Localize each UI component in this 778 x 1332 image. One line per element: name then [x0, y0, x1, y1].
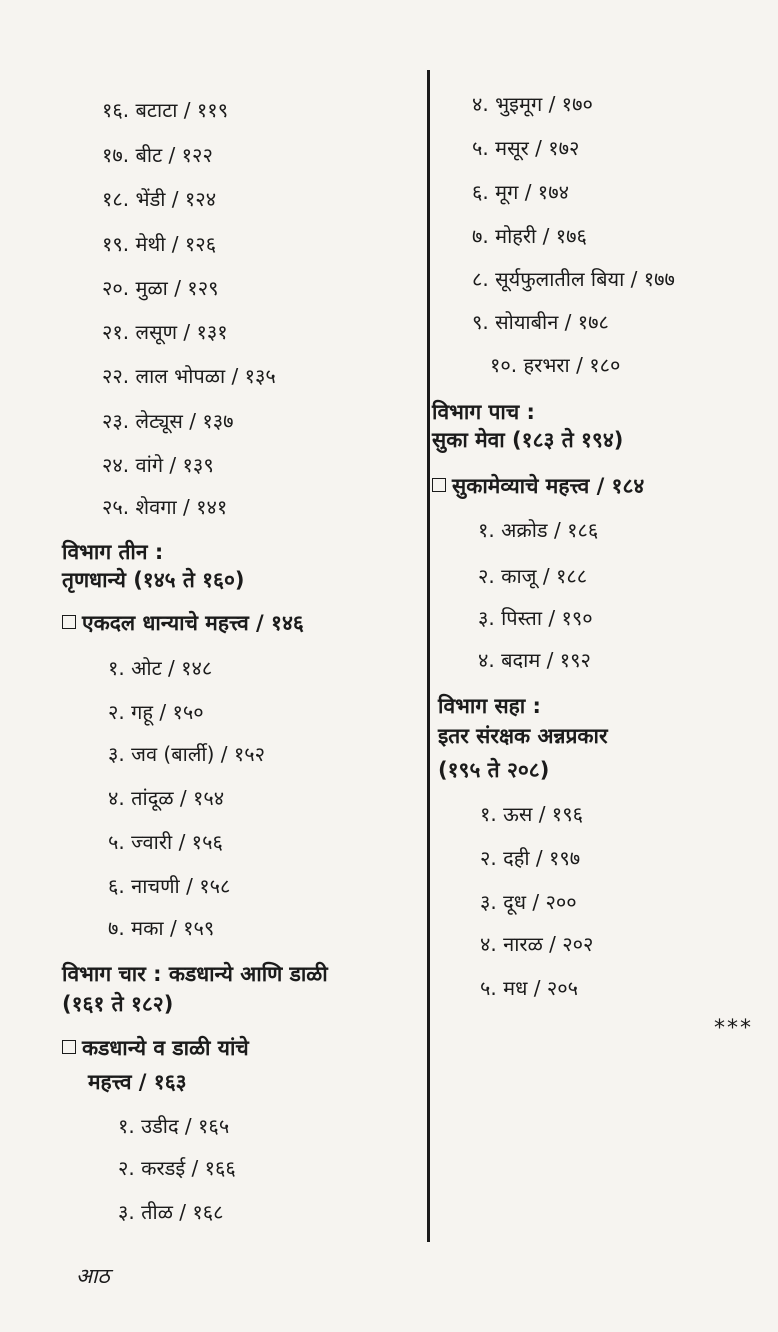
list-item: ३. तीळ / १६८: [118, 1200, 224, 1224]
list-item: २. काजू / १८८: [478, 564, 588, 588]
list-item: ४. तांदूळ / १५४: [108, 786, 225, 810]
section-importance: [432, 474, 644, 498]
list-item: १. ओट / १४८: [108, 656, 213, 680]
list-item: १. अक्रोड / १८६: [478, 518, 599, 542]
list-item: २५. शेवगा / १४१: [102, 495, 228, 519]
list-item: २. गहू / १५०: [108, 700, 204, 724]
section-heading: सुका मेवा (१८३ ते १९४): [432, 428, 624, 452]
list-item: ५. ज्वारी / १५६: [108, 830, 223, 854]
list-item: ७. मका / १५९: [108, 916, 215, 940]
list-item: ४. नारळ / २०२: [480, 932, 594, 956]
list-item: २०. मुळा / १२९: [102, 276, 219, 300]
page-number: आठ: [76, 1264, 110, 1288]
list-item: ३. जव (बार्ली) / १५२: [108, 742, 266, 766]
section-importance-label: सुकामेव्याचे महत्त्व / १८४: [452, 474, 645, 498]
list-item: १. उडीद / १६५: [118, 1114, 230, 1138]
list-item: २४. वांगे / १३९: [102, 453, 214, 477]
list-item: २१. लसूण / १३१: [102, 320, 228, 344]
list-item: ५. मसूर / १७२: [472, 136, 580, 160]
end-marker: ***: [714, 1016, 753, 1041]
section-heading: (१९५ ते २०८): [438, 758, 550, 782]
list-item: १०. हरभरा / १८०: [490, 353, 621, 377]
list-item: ५. मध / २०५: [480, 976, 579, 1000]
list-item: ४. भुइमूग / १७०: [472, 92, 593, 116]
checkbox-icon: [62, 615, 76, 629]
list-item: २. करडई / १६६: [118, 1156, 236, 1180]
list-item: ३. पिस्ता / १९०: [478, 606, 593, 630]
list-item: १६. बटाटा / ११९: [102, 98, 229, 122]
checkbox-icon: [62, 1040, 76, 1054]
section-heading: विभाग पाच :: [432, 400, 535, 424]
list-item: १८. भेंडी / १२४: [102, 187, 217, 211]
list-item: १. ऊस / १९६: [480, 802, 583, 826]
section-importance: [62, 1036, 249, 1060]
list-item: ८. सूर्यफुलातील बिया / १७७: [472, 267, 675, 291]
column-divider: [427, 70, 430, 1242]
list-item: १७. बीट / १२२: [102, 143, 213, 167]
list-item: २. दही / १९७: [480, 846, 581, 870]
list-item: २३. लेट्यूस / १३७: [102, 409, 234, 433]
list-item: ६. नाचणी / १५८: [108, 874, 231, 898]
section-heading: (१६१ ते १८२): [62, 992, 174, 1016]
list-item: ९. सोयाबीन / १७८: [472, 310, 609, 334]
list-item: २२. लाल भोपळा / १३५: [102, 364, 276, 388]
section-importance: [62, 611, 304, 635]
checkbox-icon: [432, 478, 446, 492]
list-item: १९. मेथी / १२६: [102, 232, 217, 256]
section-heading: विभाग तीन :: [62, 540, 164, 564]
list-item: ३. दूध / २००: [480, 890, 577, 914]
section-heading: विभाग चार : कडधान्ये आणि डाळी: [62, 962, 328, 986]
list-item: ७. मोहरी / १७६: [472, 224, 587, 248]
list-item: ४. बदाम / १९२: [478, 648, 591, 672]
section-heading: तृणधान्ये (१४५ ते १६०): [62, 568, 245, 592]
section-importance-label: कडधान्ये व डाळी यांचे: [82, 1036, 249, 1060]
section-importance-label: एकदल धान्याचे महत्त्व / १४६: [82, 611, 304, 635]
section-importance-continued: महत्त्व / १६३: [88, 1070, 187, 1094]
section-heading: इतर संरक्षक अन्नप्रकार: [438, 724, 608, 748]
section-heading: विभाग सहा :: [438, 694, 541, 718]
list-item: ६. मूग / १७४: [472, 180, 569, 204]
